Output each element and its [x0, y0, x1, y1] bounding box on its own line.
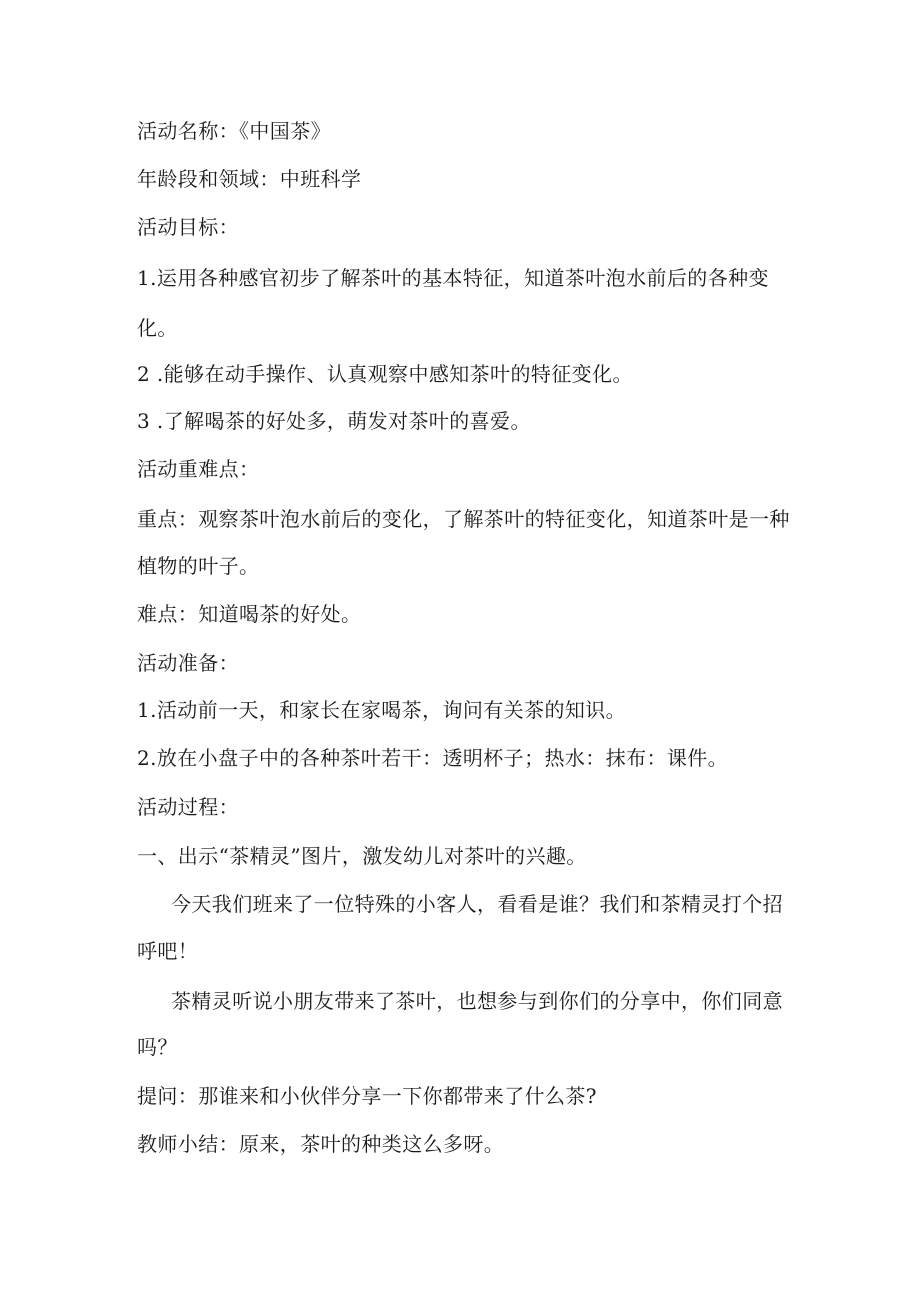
- activity-name-line: 活动名称：《中国茶》: [137, 119, 331, 143]
- key-points-heading: 活动重难点：: [137, 457, 260, 481]
- question-line: 提问：那谁来和小伙伴分享一下你都带来了什么茶?: [137, 1084, 597, 1108]
- goal-1-line-1: 1.运用各种感官初步了解茶叶的基本特征，知道茶叶泡水前后的各种变: [137, 266, 769, 290]
- age-domain-line: 年龄段和领域：中班科学: [137, 167, 362, 191]
- preparation-heading: 活动准备：: [137, 651, 239, 675]
- goal-1-line-2: 化。: [137, 316, 178, 340]
- preparation-2: 2.放在小盘子中的各种茶叶若干：透明杯子；热水：抹布：课件。: [137, 746, 729, 770]
- goal-3: 3 .了解喝茶的好处多，萌发对茶叶的喜爱。: [137, 409, 531, 433]
- process-heading: 活动过程：: [137, 795, 239, 819]
- goals-heading: 活动目标：: [137, 215, 239, 239]
- difficulty-line: 难点：知道喝茶的好处。: [137, 602, 362, 626]
- key-point-line-1: 重点：观察茶叶泡水前后的变化，了解茶叶的特征变化，知道茶叶是一种: [137, 507, 790, 531]
- paragraph-1-line-2: 呼吧！: [137, 939, 199, 963]
- key-point-line-2: 植物的叶子。: [137, 554, 260, 578]
- goal-2: 2 .能够在动手操作、认真观察中感知茶叶的特征变化。: [137, 362, 633, 386]
- process-step-1: 一、出示“茶精灵”图片，激发幼儿对茶叶的兴趣。: [137, 844, 587, 868]
- paragraph-1-line-1: 今天我们班来了一位特殊的小客人，看看是谁？我们和茶精灵打个招: [171, 892, 783, 916]
- preparation-1: 1.活动前一天，和家长在家喝茶，询问有关茶的知识。: [137, 698, 627, 722]
- teacher-summary-line: 教师小结：原来，茶叶的种类这么多呀。: [137, 1132, 505, 1156]
- paragraph-2-line-1: 茶精灵听说小朋友带来了茶叶，也想参与到你们的分享中，你们同意: [171, 989, 783, 1013]
- paragraph-2-line-2: 吗？: [137, 1035, 178, 1059]
